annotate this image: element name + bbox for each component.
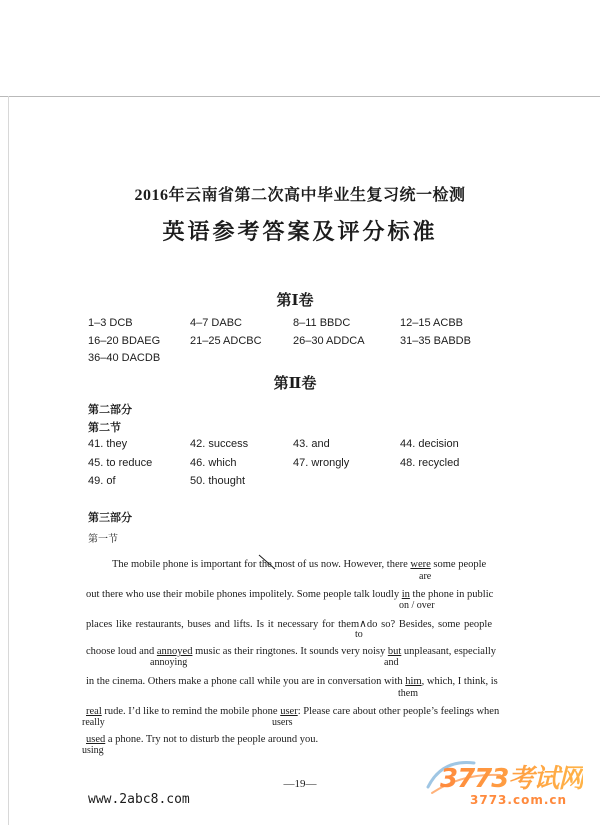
correction-to: to bbox=[355, 629, 363, 640]
part3-subsection-label: 第一节 bbox=[88, 534, 118, 545]
correction-users: users bbox=[272, 717, 293, 728]
answer-46: 46. which bbox=[190, 457, 237, 469]
page-number: —19— bbox=[283, 778, 317, 790]
answer-16-20: 16–20 BDAEG bbox=[88, 335, 161, 347]
error-word: annoyed bbox=[156, 646, 193, 657]
insert-caret: ∧ bbox=[359, 619, 367, 630]
answer-21-25: 21–25 ADCBC bbox=[190, 335, 262, 347]
error-word: user bbox=[280, 706, 298, 717]
answer-48: 48. recycled bbox=[400, 457, 460, 469]
passage-line-5: in the cinema. Others make a phone call while you are in conversation with him, which, I think, is bbox=[86, 676, 498, 687]
answer-42: 42. success bbox=[190, 438, 249, 450]
answer-44: 44. decision bbox=[400, 438, 459, 450]
error-word: but bbox=[387, 646, 402, 657]
answer-1-3: 1–3 DCB bbox=[88, 317, 133, 329]
error-word: in bbox=[401, 589, 410, 600]
passage-line-7: used a phone. Try not to disturb the people around you. bbox=[86, 734, 319, 745]
error-word: him bbox=[405, 676, 422, 687]
correction-annoying: annoying bbox=[150, 657, 188, 668]
answer-31-35: 31–35 BABDB bbox=[400, 335, 471, 347]
passage-line-2: out there who use their mobile phones impolitely. Some people talk loudly in the phone in public bbox=[86, 589, 494, 600]
answer-8-11: 8–11 BBDC bbox=[293, 317, 351, 329]
answer-41: 41. they bbox=[88, 438, 128, 450]
answer-12-15: 12–15 ACBB bbox=[400, 317, 463, 329]
watermark-text: 3773考试网 bbox=[440, 764, 584, 794]
part3-section-label: 第三部分 bbox=[88, 511, 132, 524]
error-word: were bbox=[410, 559, 431, 570]
paper-edge bbox=[8, 96, 9, 825]
watermark-domain: 3773.com.cn bbox=[470, 793, 568, 807]
strike-mark bbox=[257, 553, 279, 571]
passage-line-1: The mobile phone is important for the most of us now. However, there were some people bbox=[112, 559, 492, 570]
passage-line-6: real rude. I’d like to remind the mobile phone user: Please care about other people’s feelings when bbox=[86, 706, 500, 717]
answer-50: 50. thought bbox=[190, 475, 246, 487]
answer-49: 49. of bbox=[88, 475, 116, 487]
part1-heading: 第Ⅰ卷 bbox=[276, 293, 314, 309]
correction-on-over: on / over bbox=[399, 600, 435, 611]
answer-45: 45. to reduce bbox=[88, 457, 153, 469]
correction-really: really bbox=[82, 717, 105, 728]
page-fold-line bbox=[0, 96, 600, 97]
correction-using: using bbox=[82, 745, 104, 756]
answer-47: 47. wrongly bbox=[293, 457, 350, 469]
passage-line-3: places like restaurants, buses and lifts. Is it necessary for them∧do so? Besides, some people bbox=[86, 619, 492, 630]
answer-43: 43. and bbox=[293, 438, 330, 450]
passage-line-4: choose loud and annoyed music as their ringtones. It sounds very noisy but unpleasant, especially bbox=[86, 646, 497, 657]
answer-4-7: 4–7 DABC bbox=[190, 317, 242, 329]
site-url: www.2abc8.com bbox=[88, 792, 190, 807]
answer-key-title: 英语参考答案及评分标准 bbox=[162, 219, 438, 244]
part2-subsection-label: 第二节 bbox=[88, 421, 121, 434]
error-word: real bbox=[86, 706, 102, 717]
correction-and: and bbox=[384, 657, 399, 668]
correction-are: are bbox=[419, 571, 432, 582]
answer-36-40: 36–40 DACDB bbox=[88, 352, 161, 364]
exam-title: 2016年云南省第二次高中毕业生复习统一检测 bbox=[134, 187, 466, 204]
error-word: used bbox=[86, 734, 106, 745]
part2-heading: 第Ⅱ卷 bbox=[273, 376, 317, 392]
part2-section-label: 第二部分 bbox=[88, 403, 132, 416]
answer-26-30: 26–30 ADDCA bbox=[293, 335, 365, 347]
correction-them: them bbox=[398, 688, 418, 699]
deleted-word-the: the bbox=[259, 559, 272, 570]
